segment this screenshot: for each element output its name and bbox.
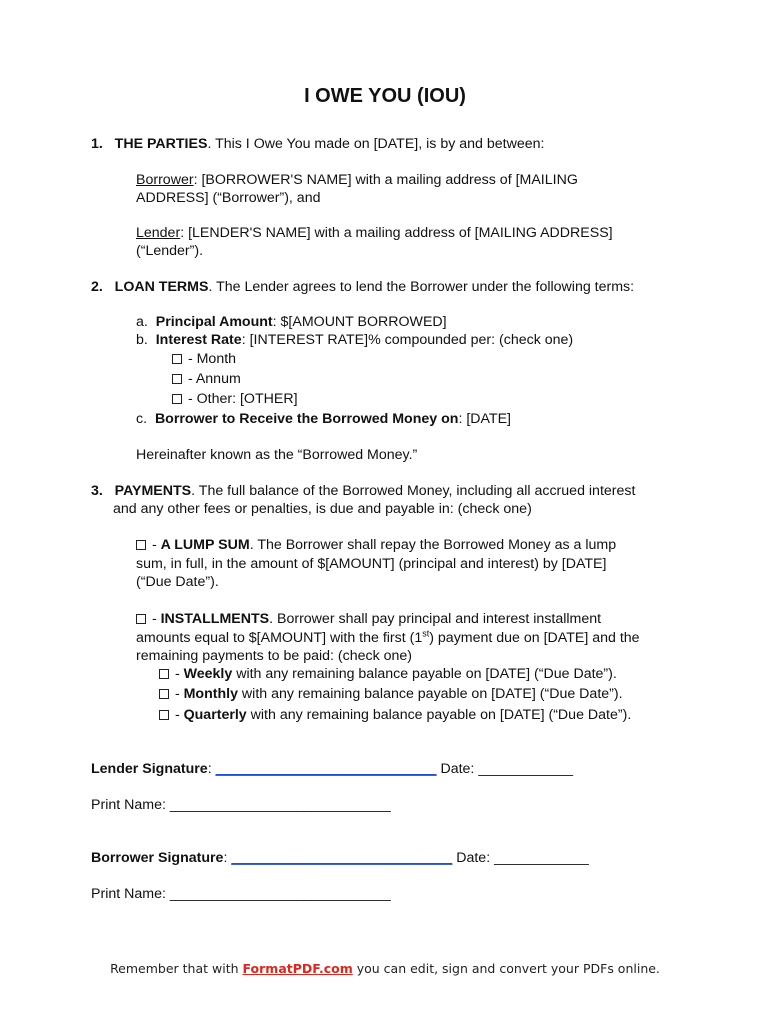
monthly-label: Monthly <box>183 686 238 702</box>
lump-sum-label: A LUMP SUM <box>160 537 250 553</box>
list-marker: a. <box>136 314 148 330</box>
installments-text-a: amounts equal to $[AMOUNT] with the first (1 <box>136 630 423 646</box>
interest-rate-item <box>136 331 573 349</box>
date-label: Date: <box>456 850 495 866</box>
list-marker: c. <box>136 411 148 427</box>
month-label: - Month <box>184 351 237 367</box>
list-marker: b. <box>136 332 148 348</box>
section-number: 1. <box>91 136 103 152</box>
section-text: . The full balance of the Borrowed Money, including all accrued interest <box>191 483 636 499</box>
monthly-checkbox[interactable] <box>159 689 169 699</box>
weekly-option <box>159 665 617 683</box>
month-checkbox[interactable] <box>172 354 182 364</box>
lender-clause-line-1 <box>136 224 613 242</box>
interest-rate-text: : [INTEREST RATE]% compounded per: (check one) <box>241 332 574 348</box>
borrower-signature-field[interactable]: ____________________________ <box>231 850 453 866</box>
lender-label: Lender <box>136 225 181 241</box>
footer-note <box>0 961 770 976</box>
borrower-signature-label: Borrower Signature <box>91 850 224 866</box>
weekly-label: Weekly <box>183 666 233 682</box>
quarterly-option <box>159 706 631 724</box>
principal-amount-item <box>136 313 447 331</box>
monthly-option <box>159 685 623 703</box>
quarterly-label: Quarterly <box>183 707 247 723</box>
section-2-heading <box>91 278 634 296</box>
principal-amount-label: Principal Amount <box>155 314 273 330</box>
installments-option <box>136 610 601 628</box>
dash: - <box>171 686 184 702</box>
lump-sum-checkbox[interactable] <box>136 540 146 550</box>
lump-sum-text: . The Borrower shall repay the Borrowed Money as a lump <box>249 537 617 553</box>
other-label: - Other: [OTHER] <box>184 391 298 407</box>
lump-sum-line-2: sum, in full, in the amount of $[AMOUNT] (principal and interest) by [DATE] <box>136 556 607 572</box>
section-title: THE PARTIES <box>114 136 208 152</box>
annum-label: - Annum <box>184 371 241 387</box>
interest-rate-label: Interest Rate <box>155 332 242 348</box>
borrower-print-name-row <box>91 885 391 903</box>
option-other <box>172 390 298 408</box>
borrower-signature-row <box>91 849 589 867</box>
section-1-heading <box>91 135 544 153</box>
annum-checkbox[interactable] <box>172 374 182 384</box>
dash: - <box>148 537 161 553</box>
section-number: 3. <box>91 483 103 499</box>
dash: - <box>171 707 184 723</box>
hereinafter-text: Hereinafter known as the “Borrowed Money.” <box>136 447 418 463</box>
borrower-clause-line-1 <box>136 171 578 189</box>
section-3-heading <box>91 482 635 500</box>
colon: : <box>207 761 216 777</box>
document-title: I OWE YOU (IOU) <box>304 85 466 107</box>
installments-text-b: ) payment due on [DATE] and the <box>429 630 640 646</box>
section-number: 2. <box>91 279 103 295</box>
section-text: . This I Owe You made on [DATE], is by and between: <box>207 136 545 152</box>
lump-sum-line-3: (“Due Date”). <box>136 574 219 590</box>
option-month <box>172 350 236 368</box>
installments-text: . Borrower shall pay principal and interest installment <box>269 611 602 627</box>
installments-line-2 <box>136 629 640 647</box>
formatpdf-link[interactable]: FormatPDF.com <box>242 961 353 976</box>
borrower-label: Borrower <box>136 172 194 188</box>
section-title: LOAN TERMS <box>114 279 209 295</box>
receive-date-item <box>136 410 511 428</box>
receive-date-text: : [DATE] <box>458 411 512 427</box>
quarterly-text: with any remaining balance payable on [DATE] (“Due Date”). <box>246 707 632 723</box>
receive-date-label: Borrower to Receive the Borrowed Money on <box>154 411 459 427</box>
section-title: PAYMENTS <box>114 483 192 499</box>
borrower-print-name-field[interactable]: ____________________________ <box>169 886 391 902</box>
borrower-clause-line-2: ADDRESS] (“Borrower”), and <box>136 190 321 206</box>
lender-signature-row <box>91 760 573 778</box>
footer-suffix: you can edit, sign and convert your PDFs online. <box>352 961 660 976</box>
dash: - <box>171 666 184 682</box>
lender-clause-line-2: (“Lender”). <box>136 243 204 259</box>
lender-date-field[interactable]: ____________ <box>478 761 574 777</box>
section-text: . The Lender agrees to lend the Borrower under the following terms: <box>208 279 635 295</box>
date-label: Date: <box>440 761 479 777</box>
weekly-checkbox[interactable] <box>159 669 169 679</box>
lump-sum-option <box>136 536 616 554</box>
installments-checkbox[interactable] <box>136 614 146 624</box>
section-3-text-line-2: and any other fees or penalties, is due and payable in: (check one) <box>113 501 532 517</box>
installments-label: INSTALLMENTS <box>160 611 270 627</box>
lender-print-name-field[interactable]: ____________________________ <box>169 797 391 813</box>
principal-amount-text: : $[AMOUNT BORROWED] <box>272 314 447 330</box>
borrower-text: : [BORROWER'S NAME] with a mailing address of [MAILING <box>193 172 578 188</box>
quarterly-checkbox[interactable] <box>159 710 169 720</box>
lender-signature-field[interactable]: ____________________________ <box>215 761 437 777</box>
print-name-label: Print Name: <box>91 886 170 902</box>
lender-print-name-row <box>91 796 391 814</box>
installments-line-3: remaining payments to be paid: (check one) <box>136 648 413 664</box>
other-checkbox[interactable] <box>172 394 182 404</box>
superscript: st <box>422 628 430 639</box>
print-name-label: Print Name: <box>91 797 170 813</box>
footer-prefix: Remember that with <box>110 961 243 976</box>
lender-text: : [LENDER'S NAME] with a mailing address of [MAILING ADDRESS] <box>180 225 613 241</box>
dash: - <box>148 611 161 627</box>
monthly-text: with any remaining balance payable on [DATE] (“Due Date”). <box>237 686 623 702</box>
option-annum <box>172 370 241 388</box>
borrower-date-field[interactable]: ____________ <box>494 850 589 866</box>
lender-signature-label: Lender Signature <box>91 761 208 777</box>
weekly-text: with any remaining balance payable on [DATE] (“Due Date”). <box>232 666 617 682</box>
colon: : <box>223 850 232 866</box>
